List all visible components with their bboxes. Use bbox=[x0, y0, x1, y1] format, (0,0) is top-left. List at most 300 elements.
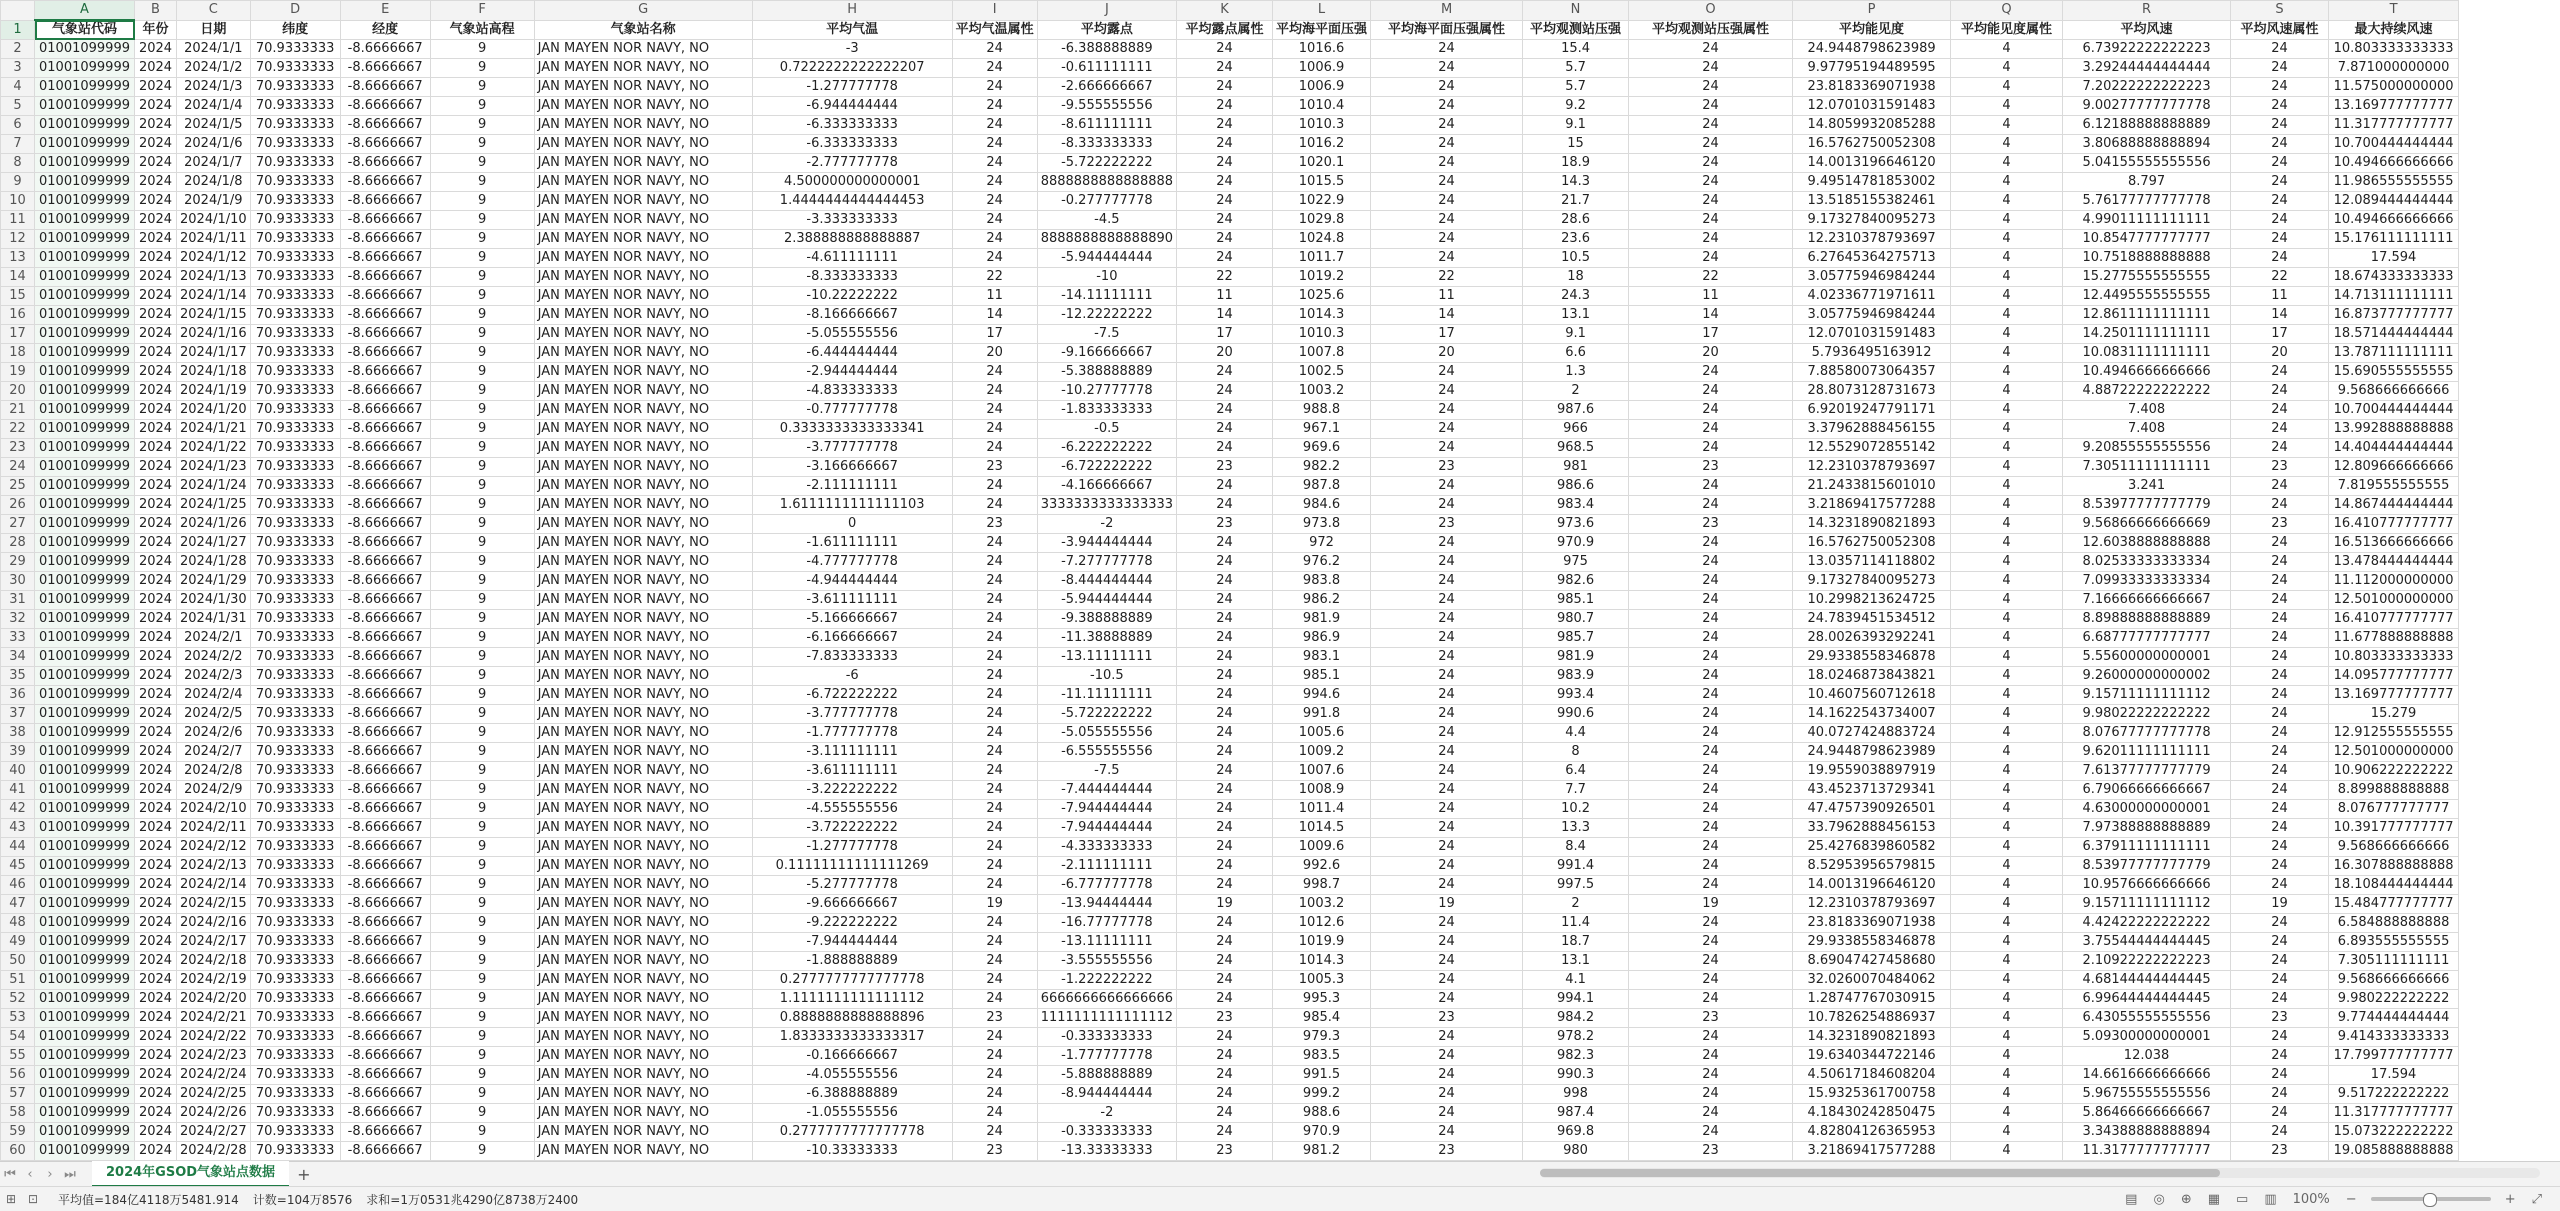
cell[interactable]: 9.2 bbox=[1523, 97, 1629, 116]
cell[interactable]: 24 bbox=[1371, 819, 1523, 838]
cell[interactable]: 9 bbox=[430, 819, 534, 838]
row-header[interactable]: 60 bbox=[1, 1142, 35, 1161]
row-header[interactable]: 54 bbox=[1, 1028, 35, 1047]
cell[interactable]: 983.4 bbox=[1523, 496, 1629, 515]
cell[interactable]: 18.674333333333 bbox=[2329, 268, 2459, 287]
cell[interactable]: 70.9333333 bbox=[250, 230, 340, 249]
cell[interactable]: 24 bbox=[1629, 496, 1793, 515]
zoom-level[interactable]: 100% bbox=[2292, 1191, 2330, 1207]
cell[interactable]: JAN MAYEN NOR NAVY, NO bbox=[534, 40, 752, 59]
cell[interactable]: 24 bbox=[2231, 192, 2329, 211]
cell[interactable]: -7.5 bbox=[1037, 325, 1176, 344]
cell[interactable]: 24 bbox=[1177, 781, 1273, 800]
cell[interactable]: 24 bbox=[1371, 762, 1523, 781]
page-break-view-icon[interactable]: ▥ bbox=[2264, 1191, 2277, 1207]
cell[interactable]: 70.9333333 bbox=[250, 1085, 340, 1104]
cell[interactable]: 24 bbox=[1629, 819, 1793, 838]
cell[interactable]: 0.2777777777777778 bbox=[752, 1123, 952, 1142]
cell[interactable]: 24 bbox=[952, 401, 1037, 420]
cell[interactable]: 24 bbox=[1177, 135, 1273, 154]
cell[interactable]: -8.6666667 bbox=[340, 116, 430, 135]
cell[interactable]: 4 bbox=[1951, 705, 2063, 724]
cell[interactable]: 23 bbox=[1177, 1009, 1273, 1028]
cell[interactable]: 6.584888888888 bbox=[2329, 914, 2459, 933]
cell[interactable]: 991.8 bbox=[1273, 705, 1371, 724]
cell[interactable]: 24 bbox=[1371, 990, 1523, 1009]
cell[interactable]: -5.055555556 bbox=[1037, 724, 1176, 743]
cell[interactable]: 24 bbox=[952, 1066, 1037, 1085]
cell[interactable]: 2024/2/11 bbox=[177, 819, 251, 838]
cell[interactable]: 24 bbox=[1629, 610, 1793, 629]
cell[interactable]: 24 bbox=[1177, 211, 1273, 230]
cell[interactable]: JAN MAYEN NOR NAVY, NO bbox=[534, 591, 752, 610]
cell[interactable]: 2024 bbox=[135, 895, 177, 914]
cell[interactable]: 12.038 bbox=[2063, 1047, 2231, 1066]
cell[interactable]: 24 bbox=[2231, 914, 2329, 933]
cell[interactable]: -8.6666667 bbox=[340, 268, 430, 287]
cell[interactable]: 28.6 bbox=[1523, 211, 1629, 230]
cell[interactable]: 13.1 bbox=[1523, 952, 1629, 971]
cell[interactable]: 24 bbox=[1371, 629, 1523, 648]
cell[interactable]: 1010.3 bbox=[1273, 116, 1371, 135]
cell[interactable]: 33.7962888456153 bbox=[1793, 819, 1951, 838]
cell[interactable]: 2024/1/8 bbox=[177, 173, 251, 192]
cell[interactable]: 28.0026393292241 bbox=[1793, 629, 1951, 648]
cell[interactable]: 24 bbox=[952, 914, 1037, 933]
cell[interactable]: 1011.7 bbox=[1273, 249, 1371, 268]
cell[interactable]: 2024/2/8 bbox=[177, 762, 251, 781]
cell[interactable]: 1009.2 bbox=[1273, 743, 1371, 762]
cell[interactable]: 9 bbox=[430, 1066, 534, 1085]
cell[interactable]: 24 bbox=[2231, 1104, 2329, 1123]
cell[interactable]: JAN MAYEN NOR NAVY, NO bbox=[534, 116, 752, 135]
cell[interactable]: 976.2 bbox=[1273, 553, 1371, 572]
cell[interactable]: 24 bbox=[1371, 534, 1523, 553]
cell[interactable]: -8.6666667 bbox=[340, 59, 430, 78]
cell[interactable]: 7.7 bbox=[1523, 781, 1629, 800]
cell[interactable]: 2024 bbox=[135, 933, 177, 952]
cell[interactable]: 24 bbox=[2231, 705, 2329, 724]
cell[interactable]: 24 bbox=[952, 211, 1037, 230]
cell[interactable]: 2024/2/28 bbox=[177, 1142, 251, 1161]
page-layout-view-icon[interactable]: ▭ bbox=[2236, 1191, 2249, 1207]
cell[interactable]: 01001099999 bbox=[35, 895, 135, 914]
cell[interactable]: 984.6 bbox=[1273, 496, 1371, 515]
cell[interactable]: 2024 bbox=[135, 363, 177, 382]
cell[interactable]: 1020.1 bbox=[1273, 154, 1371, 173]
cell[interactable]: 01001099999 bbox=[35, 1028, 135, 1047]
cell[interactable]: JAN MAYEN NOR NAVY, NO bbox=[534, 1085, 752, 1104]
cell[interactable]: 24 bbox=[2231, 59, 2329, 78]
row-header[interactable]: 50 bbox=[1, 952, 35, 971]
cell[interactable]: 9 bbox=[430, 439, 534, 458]
cell[interactable]: 01001099999 bbox=[35, 629, 135, 648]
cell[interactable]: 3.75544444444445 bbox=[2063, 933, 2231, 952]
cell[interactable]: 4.82804126365953 bbox=[1793, 1123, 1951, 1142]
cell[interactable]: 13.5185155382461 bbox=[1793, 192, 1951, 211]
cell[interactable]: JAN MAYEN NOR NAVY, NO bbox=[534, 553, 752, 572]
cell[interactable]: 4 bbox=[1951, 439, 2063, 458]
cell[interactable]: -8.6666667 bbox=[340, 762, 430, 781]
cell[interactable]: 24 bbox=[1177, 914, 1273, 933]
cell[interactable]: 9 bbox=[430, 534, 534, 553]
cell[interactable]: 14.713111111111 bbox=[2329, 287, 2459, 306]
cell[interactable]: -8.6666667 bbox=[340, 287, 430, 306]
cell[interactable]: 983.1 bbox=[1273, 648, 1371, 667]
cell[interactable]: 01001099999 bbox=[35, 591, 135, 610]
cell[interactable]: 24 bbox=[952, 154, 1037, 173]
row-header[interactable]: 37 bbox=[1, 705, 35, 724]
cell[interactable]: JAN MAYEN NOR NAVY, NO bbox=[534, 135, 752, 154]
cell[interactable]: -8.6666667 bbox=[340, 515, 430, 534]
cell[interactable]: 9.414333333333 bbox=[2329, 1028, 2459, 1047]
cell[interactable]: 9 bbox=[430, 211, 534, 230]
cell[interactable]: 24.7839451534512 bbox=[1793, 610, 1951, 629]
cell[interactable]: 24 bbox=[1371, 952, 1523, 971]
cell[interactable]: 24 bbox=[2231, 952, 2329, 971]
cell[interactable]: 2024/2/16 bbox=[177, 914, 251, 933]
cell[interactable]: JAN MAYEN NOR NAVY, NO bbox=[534, 933, 752, 952]
cell[interactable]: 2024 bbox=[135, 572, 177, 591]
cell[interactable]: 2024 bbox=[135, 287, 177, 306]
cell[interactable]: 2.10922222222223 bbox=[2063, 952, 2231, 971]
cell[interactable]: 10.494666666666 bbox=[2329, 154, 2459, 173]
cell[interactable]: 973.8 bbox=[1273, 515, 1371, 534]
cell[interactable]: 14 bbox=[1177, 306, 1273, 325]
cell[interactable]: 9 bbox=[430, 610, 534, 629]
cell[interactable]: 991.4 bbox=[1523, 857, 1629, 876]
cell[interactable]: 2024/1/14 bbox=[177, 287, 251, 306]
cell[interactable]: 24 bbox=[2231, 78, 2329, 97]
cell[interactable]: 24 bbox=[1629, 553, 1793, 572]
cell[interactable]: 4.500000000000001 bbox=[752, 173, 952, 192]
cell[interactable]: 24 bbox=[952, 629, 1037, 648]
cell[interactable]: 1010.4 bbox=[1273, 97, 1371, 116]
cell[interactable]: 2024 bbox=[135, 496, 177, 515]
cell[interactable]: 24 bbox=[1629, 439, 1793, 458]
cell[interactable]: -2 bbox=[1037, 515, 1176, 534]
cell[interactable]: 01001099999 bbox=[35, 325, 135, 344]
cell[interactable]: 2024 bbox=[135, 211, 177, 230]
cell[interactable]: -1.222222222 bbox=[1037, 971, 1176, 990]
cell[interactable]: 24 bbox=[1371, 1104, 1523, 1123]
cell[interactable]: 24 bbox=[952, 230, 1037, 249]
cell[interactable]: 70.9333333 bbox=[250, 952, 340, 971]
cell[interactable]: 5.7 bbox=[1523, 78, 1629, 97]
cell[interactable]: 9 bbox=[430, 382, 534, 401]
cell[interactable]: 24 bbox=[1177, 1104, 1273, 1123]
cell[interactable]: 19 bbox=[2231, 895, 2329, 914]
cell[interactable]: 1.8333333333333317 bbox=[752, 1028, 952, 1047]
cell[interactable]: 1012.6 bbox=[1273, 914, 1371, 933]
cell[interactable]: 10.8547777777777 bbox=[2063, 230, 2231, 249]
cell[interactable]: 2024/1/15 bbox=[177, 306, 251, 325]
cell[interactable]: 12.2310378793697 bbox=[1793, 230, 1951, 249]
cell[interactable]: 24 bbox=[952, 477, 1037, 496]
cell[interactable]: 9 bbox=[430, 287, 534, 306]
cell[interactable]: 24 bbox=[952, 78, 1037, 97]
cell[interactable]: -8.6666667 bbox=[340, 192, 430, 211]
row-header[interactable]: 9 bbox=[1, 173, 35, 192]
cell[interactable]: 1003.2 bbox=[1273, 895, 1371, 914]
cell[interactable]: 2024/2/10 bbox=[177, 800, 251, 819]
cell[interactable]: 14.0013196646120 bbox=[1793, 876, 1951, 895]
cell[interactable]: -8.6666667 bbox=[340, 553, 430, 572]
cell[interactable]: 2024 bbox=[135, 173, 177, 192]
cell[interactable]: -1.277777778 bbox=[752, 838, 952, 857]
cell[interactable]: 01001099999 bbox=[35, 876, 135, 895]
cell[interactable]: -6.333333333 bbox=[752, 116, 952, 135]
cell[interactable]: 24 bbox=[952, 192, 1037, 211]
cell[interactable]: 4 bbox=[1951, 154, 2063, 173]
cell[interactable]: 24 bbox=[1177, 420, 1273, 439]
cell[interactable]: 24 bbox=[1177, 1066, 1273, 1085]
cell[interactable]: -8.6666667 bbox=[340, 477, 430, 496]
cell[interactable]: -0.166666667 bbox=[752, 1047, 952, 1066]
cell[interactable]: 1029.8 bbox=[1273, 211, 1371, 230]
row-header[interactable]: 39 bbox=[1, 743, 35, 762]
cell[interactable]: 17 bbox=[952, 325, 1037, 344]
cell[interactable]: 9.568666666666 bbox=[2329, 838, 2459, 857]
cell[interactable]: 18.571444444444 bbox=[2329, 325, 2459, 344]
cell[interactable]: 01001099999 bbox=[35, 648, 135, 667]
cell[interactable]: 01001099999 bbox=[35, 553, 135, 572]
cell[interactable]: 24 bbox=[952, 952, 1037, 971]
cell[interactable]: 11.317777777777 bbox=[2329, 1104, 2459, 1123]
cell[interactable]: 4 bbox=[1951, 1085, 2063, 1104]
cell[interactable]: 70.9333333 bbox=[250, 572, 340, 591]
cell[interactable]: JAN MAYEN NOR NAVY, NO bbox=[534, 876, 752, 895]
cell[interactable]: 982.6 bbox=[1523, 572, 1629, 591]
cell[interactable]: 24.3 bbox=[1523, 287, 1629, 306]
cell[interactable]: 01001099999 bbox=[35, 439, 135, 458]
cell[interactable]: 24 bbox=[952, 876, 1037, 895]
cell[interactable]: 24 bbox=[1629, 1028, 1793, 1047]
cell[interactable]: 6.99644444444445 bbox=[2063, 990, 2231, 1009]
cell[interactable]: 4.1 bbox=[1523, 971, 1629, 990]
cell[interactable]: 24 bbox=[2231, 971, 2329, 990]
cell[interactable]: 2024 bbox=[135, 439, 177, 458]
cell[interactable]: 9.1 bbox=[1523, 116, 1629, 135]
cell[interactable]: 24 bbox=[1371, 230, 1523, 249]
cell[interactable]: 2024/2/23 bbox=[177, 1047, 251, 1066]
column-header-i[interactable]: I bbox=[952, 1, 1037, 21]
cell[interactable]: 24 bbox=[2231, 572, 2329, 591]
cell[interactable]: 2024 bbox=[135, 876, 177, 895]
cell[interactable]: 12.4495555555555 bbox=[2063, 287, 2231, 306]
cell[interactable]: JAN MAYEN NOR NAVY, NO bbox=[534, 705, 752, 724]
cell[interactable]: -8.6666667 bbox=[340, 1085, 430, 1104]
cell[interactable]: 01001099999 bbox=[35, 933, 135, 952]
column-title[interactable]: 平均能见度属性 bbox=[1951, 20, 2063, 40]
cell[interactable]: -1.777777778 bbox=[1037, 1047, 1176, 1066]
cell[interactable]: 24 bbox=[2231, 382, 2329, 401]
cell[interactable]: 24 bbox=[952, 591, 1037, 610]
cell[interactable]: 2 bbox=[1523, 895, 1629, 914]
row-header[interactable]: 16 bbox=[1, 306, 35, 325]
cell[interactable]: 24 bbox=[1629, 1047, 1793, 1066]
cell[interactable]: 9 bbox=[430, 572, 534, 591]
cell[interactable]: 13.787111111111 bbox=[2329, 344, 2459, 363]
cell[interactable]: 14.8059932085288 bbox=[1793, 116, 1951, 135]
cell[interactable]: 5.86466666666667 bbox=[2063, 1104, 2231, 1123]
cell[interactable]: 9 bbox=[430, 78, 534, 97]
cell[interactable]: 24 bbox=[1371, 800, 1523, 819]
cell[interactable]: 1022.9 bbox=[1273, 192, 1371, 211]
cell[interactable]: 2024 bbox=[135, 1028, 177, 1047]
cell[interactable]: 2024 bbox=[135, 971, 177, 990]
cell[interactable]: 01001099999 bbox=[35, 59, 135, 78]
cell[interactable]: 9.17327840095273 bbox=[1793, 211, 1951, 230]
cell[interactable]: -7.944444444 bbox=[1037, 819, 1176, 838]
cell[interactable]: 1014.3 bbox=[1273, 952, 1371, 971]
cell[interactable]: 70.9333333 bbox=[250, 553, 340, 572]
cell[interactable]: 2024 bbox=[135, 914, 177, 933]
cell[interactable]: 70.9333333 bbox=[250, 515, 340, 534]
cell[interactable]: 70.9333333 bbox=[250, 762, 340, 781]
cell[interactable]: 23 bbox=[1371, 515, 1523, 534]
cell[interactable]: 3.37962888456155 bbox=[1793, 420, 1951, 439]
cell[interactable]: 24 bbox=[1371, 363, 1523, 382]
cell[interactable]: 24 bbox=[2231, 591, 2329, 610]
cell[interactable]: 2024 bbox=[135, 667, 177, 686]
column-header-l[interactable]: L bbox=[1273, 1, 1371, 21]
cell[interactable]: JAN MAYEN NOR NAVY, NO bbox=[534, 439, 752, 458]
cell[interactable]: 70.9333333 bbox=[250, 135, 340, 154]
cell[interactable]: 14.095777777777 bbox=[2329, 667, 2459, 686]
cell[interactable]: 70.9333333 bbox=[250, 667, 340, 686]
cell[interactable]: 01001099999 bbox=[35, 382, 135, 401]
cell[interactable]: -9.555555556 bbox=[1037, 97, 1176, 116]
cell[interactable]: 24 bbox=[1629, 933, 1793, 952]
cell[interactable]: 24 bbox=[1371, 420, 1523, 439]
cell[interactable]: 70.9333333 bbox=[250, 306, 340, 325]
cell[interactable]: 2024 bbox=[135, 230, 177, 249]
cell[interactable]: 24.9448798623989 bbox=[1793, 743, 1951, 762]
cell[interactable]: 13.1 bbox=[1523, 306, 1629, 325]
cell[interactable]: -6.722222222 bbox=[1037, 458, 1176, 477]
column-title[interactable]: 气象站高程 bbox=[430, 20, 534, 40]
cell[interactable]: -7.833333333 bbox=[752, 648, 952, 667]
cell[interactable]: 9 bbox=[430, 401, 534, 420]
cell[interactable]: 9 bbox=[430, 724, 534, 743]
cell[interactable]: 986.9 bbox=[1273, 629, 1371, 648]
cell[interactable]: 20 bbox=[2231, 344, 2329, 363]
cell[interactable]: 19.085888888888 bbox=[2329, 1142, 2459, 1161]
column-header-e[interactable]: E bbox=[340, 1, 430, 21]
cell[interactable]: -8.6666667 bbox=[340, 173, 430, 192]
cell[interactable]: 24 bbox=[952, 363, 1037, 382]
cell[interactable]: 23 bbox=[952, 1142, 1037, 1161]
cell[interactable]: -9.222222222 bbox=[752, 914, 952, 933]
cell[interactable]: 9 bbox=[430, 173, 534, 192]
cell[interactable]: 2024 bbox=[135, 686, 177, 705]
cell[interactable]: 2024 bbox=[135, 344, 177, 363]
cell[interactable]: 01001099999 bbox=[35, 990, 135, 1009]
cell[interactable]: 4 bbox=[1951, 895, 2063, 914]
cell[interactable]: JAN MAYEN NOR NAVY, NO bbox=[534, 1104, 752, 1123]
add-sheet-icon[interactable]: + bbox=[297, 1164, 311, 1184]
cell[interactable]: 1006.9 bbox=[1273, 78, 1371, 97]
cell[interactable]: 24 bbox=[1177, 154, 1273, 173]
cell[interactable]: -8.944444444 bbox=[1037, 1085, 1176, 1104]
row-header[interactable]: 24 bbox=[1, 458, 35, 477]
cell[interactable]: JAN MAYEN NOR NAVY, NO bbox=[534, 1009, 752, 1028]
cell[interactable]: -4.333333333 bbox=[1037, 838, 1176, 857]
cell[interactable]: 14.2501111111111 bbox=[2063, 325, 2231, 344]
cell[interactable]: -8.6666667 bbox=[340, 401, 430, 420]
cell[interactable]: 10.7826254886937 bbox=[1793, 1009, 1951, 1028]
cell[interactable]: 2024 bbox=[135, 325, 177, 344]
cell[interactable]: -8.6666667 bbox=[340, 1104, 430, 1123]
cell[interactable]: 24 bbox=[1629, 230, 1793, 249]
cell[interactable]: 70.9333333 bbox=[250, 686, 340, 705]
cell[interactable]: 24 bbox=[2231, 249, 2329, 268]
cell[interactable]: 24 bbox=[1629, 173, 1793, 192]
cell[interactable]: 24 bbox=[2231, 610, 2329, 629]
cell[interactable]: JAN MAYEN NOR NAVY, NO bbox=[534, 515, 752, 534]
cell[interactable]: -3.777777778 bbox=[752, 439, 952, 458]
cell[interactable]: 24 bbox=[2231, 724, 2329, 743]
row-header[interactable]: 57 bbox=[1, 1085, 35, 1104]
cell[interactable]: 24 bbox=[1177, 971, 1273, 990]
cell[interactable]: 24 bbox=[1371, 914, 1523, 933]
cell[interactable]: 70.9333333 bbox=[250, 287, 340, 306]
cell[interactable]: 22 bbox=[2231, 268, 2329, 287]
cell[interactable]: 70.9333333 bbox=[250, 1142, 340, 1161]
cell[interactable]: 9.26000000000002 bbox=[2063, 667, 2231, 686]
cell[interactable]: 24 bbox=[952, 800, 1037, 819]
row-header[interactable]: 32 bbox=[1, 610, 35, 629]
cell[interactable]: 24 bbox=[1177, 800, 1273, 819]
cell[interactable]: 2024/2/15 bbox=[177, 895, 251, 914]
cell[interactable]: JAN MAYEN NOR NAVY, NO bbox=[534, 325, 752, 344]
cell[interactable]: 01001099999 bbox=[35, 78, 135, 97]
cell[interactable]: 2024 bbox=[135, 1047, 177, 1066]
cell[interactable]: -5.888888889 bbox=[1037, 1066, 1176, 1085]
cell[interactable]: JAN MAYEN NOR NAVY, NO bbox=[534, 971, 752, 990]
cell[interactable]: 9 bbox=[430, 876, 534, 895]
cell[interactable]: 2024/1/26 bbox=[177, 515, 251, 534]
cell[interactable]: 3.21869417577288 bbox=[1793, 496, 1951, 515]
cell[interactable]: 11.986555555555 bbox=[2329, 173, 2459, 192]
cell[interactable]: 973.6 bbox=[1523, 515, 1629, 534]
cell[interactable]: 20 bbox=[1177, 344, 1273, 363]
cell[interactable]: 24 bbox=[1177, 496, 1273, 515]
cell[interactable]: 24 bbox=[2231, 1047, 2329, 1066]
cell[interactable]: 2024 bbox=[135, 477, 177, 496]
cell[interactable]: 24 bbox=[952, 933, 1037, 952]
cell[interactable]: -0.777777778 bbox=[752, 401, 952, 420]
cell[interactable]: 12.0701031591483 bbox=[1793, 325, 1951, 344]
cell[interactable]: -4.944444444 bbox=[752, 572, 952, 591]
cell[interactable]: 978.2 bbox=[1523, 1028, 1629, 1047]
cell[interactable]: -8.6666667 bbox=[340, 496, 430, 515]
cell[interactable]: 4 bbox=[1951, 610, 2063, 629]
cell[interactable]: 1005.6 bbox=[1273, 724, 1371, 743]
cell[interactable]: 11.317777777777 bbox=[2329, 116, 2459, 135]
cell[interactable]: 24 bbox=[1371, 401, 1523, 420]
cell[interactable]: 986.6 bbox=[1523, 477, 1629, 496]
cell[interactable]: 5.7 bbox=[1523, 59, 1629, 78]
cell[interactable]: 0.2777777777777778 bbox=[752, 971, 952, 990]
row-header[interactable]: 28 bbox=[1, 534, 35, 553]
cell[interactable]: 24 bbox=[952, 686, 1037, 705]
cell[interactable]: 7.408 bbox=[2063, 401, 2231, 420]
cell[interactable]: -12.22222222 bbox=[1037, 306, 1176, 325]
cell[interactable]: JAN MAYEN NOR NAVY, NO bbox=[534, 211, 752, 230]
cell[interactable]: 24 bbox=[2231, 173, 2329, 192]
